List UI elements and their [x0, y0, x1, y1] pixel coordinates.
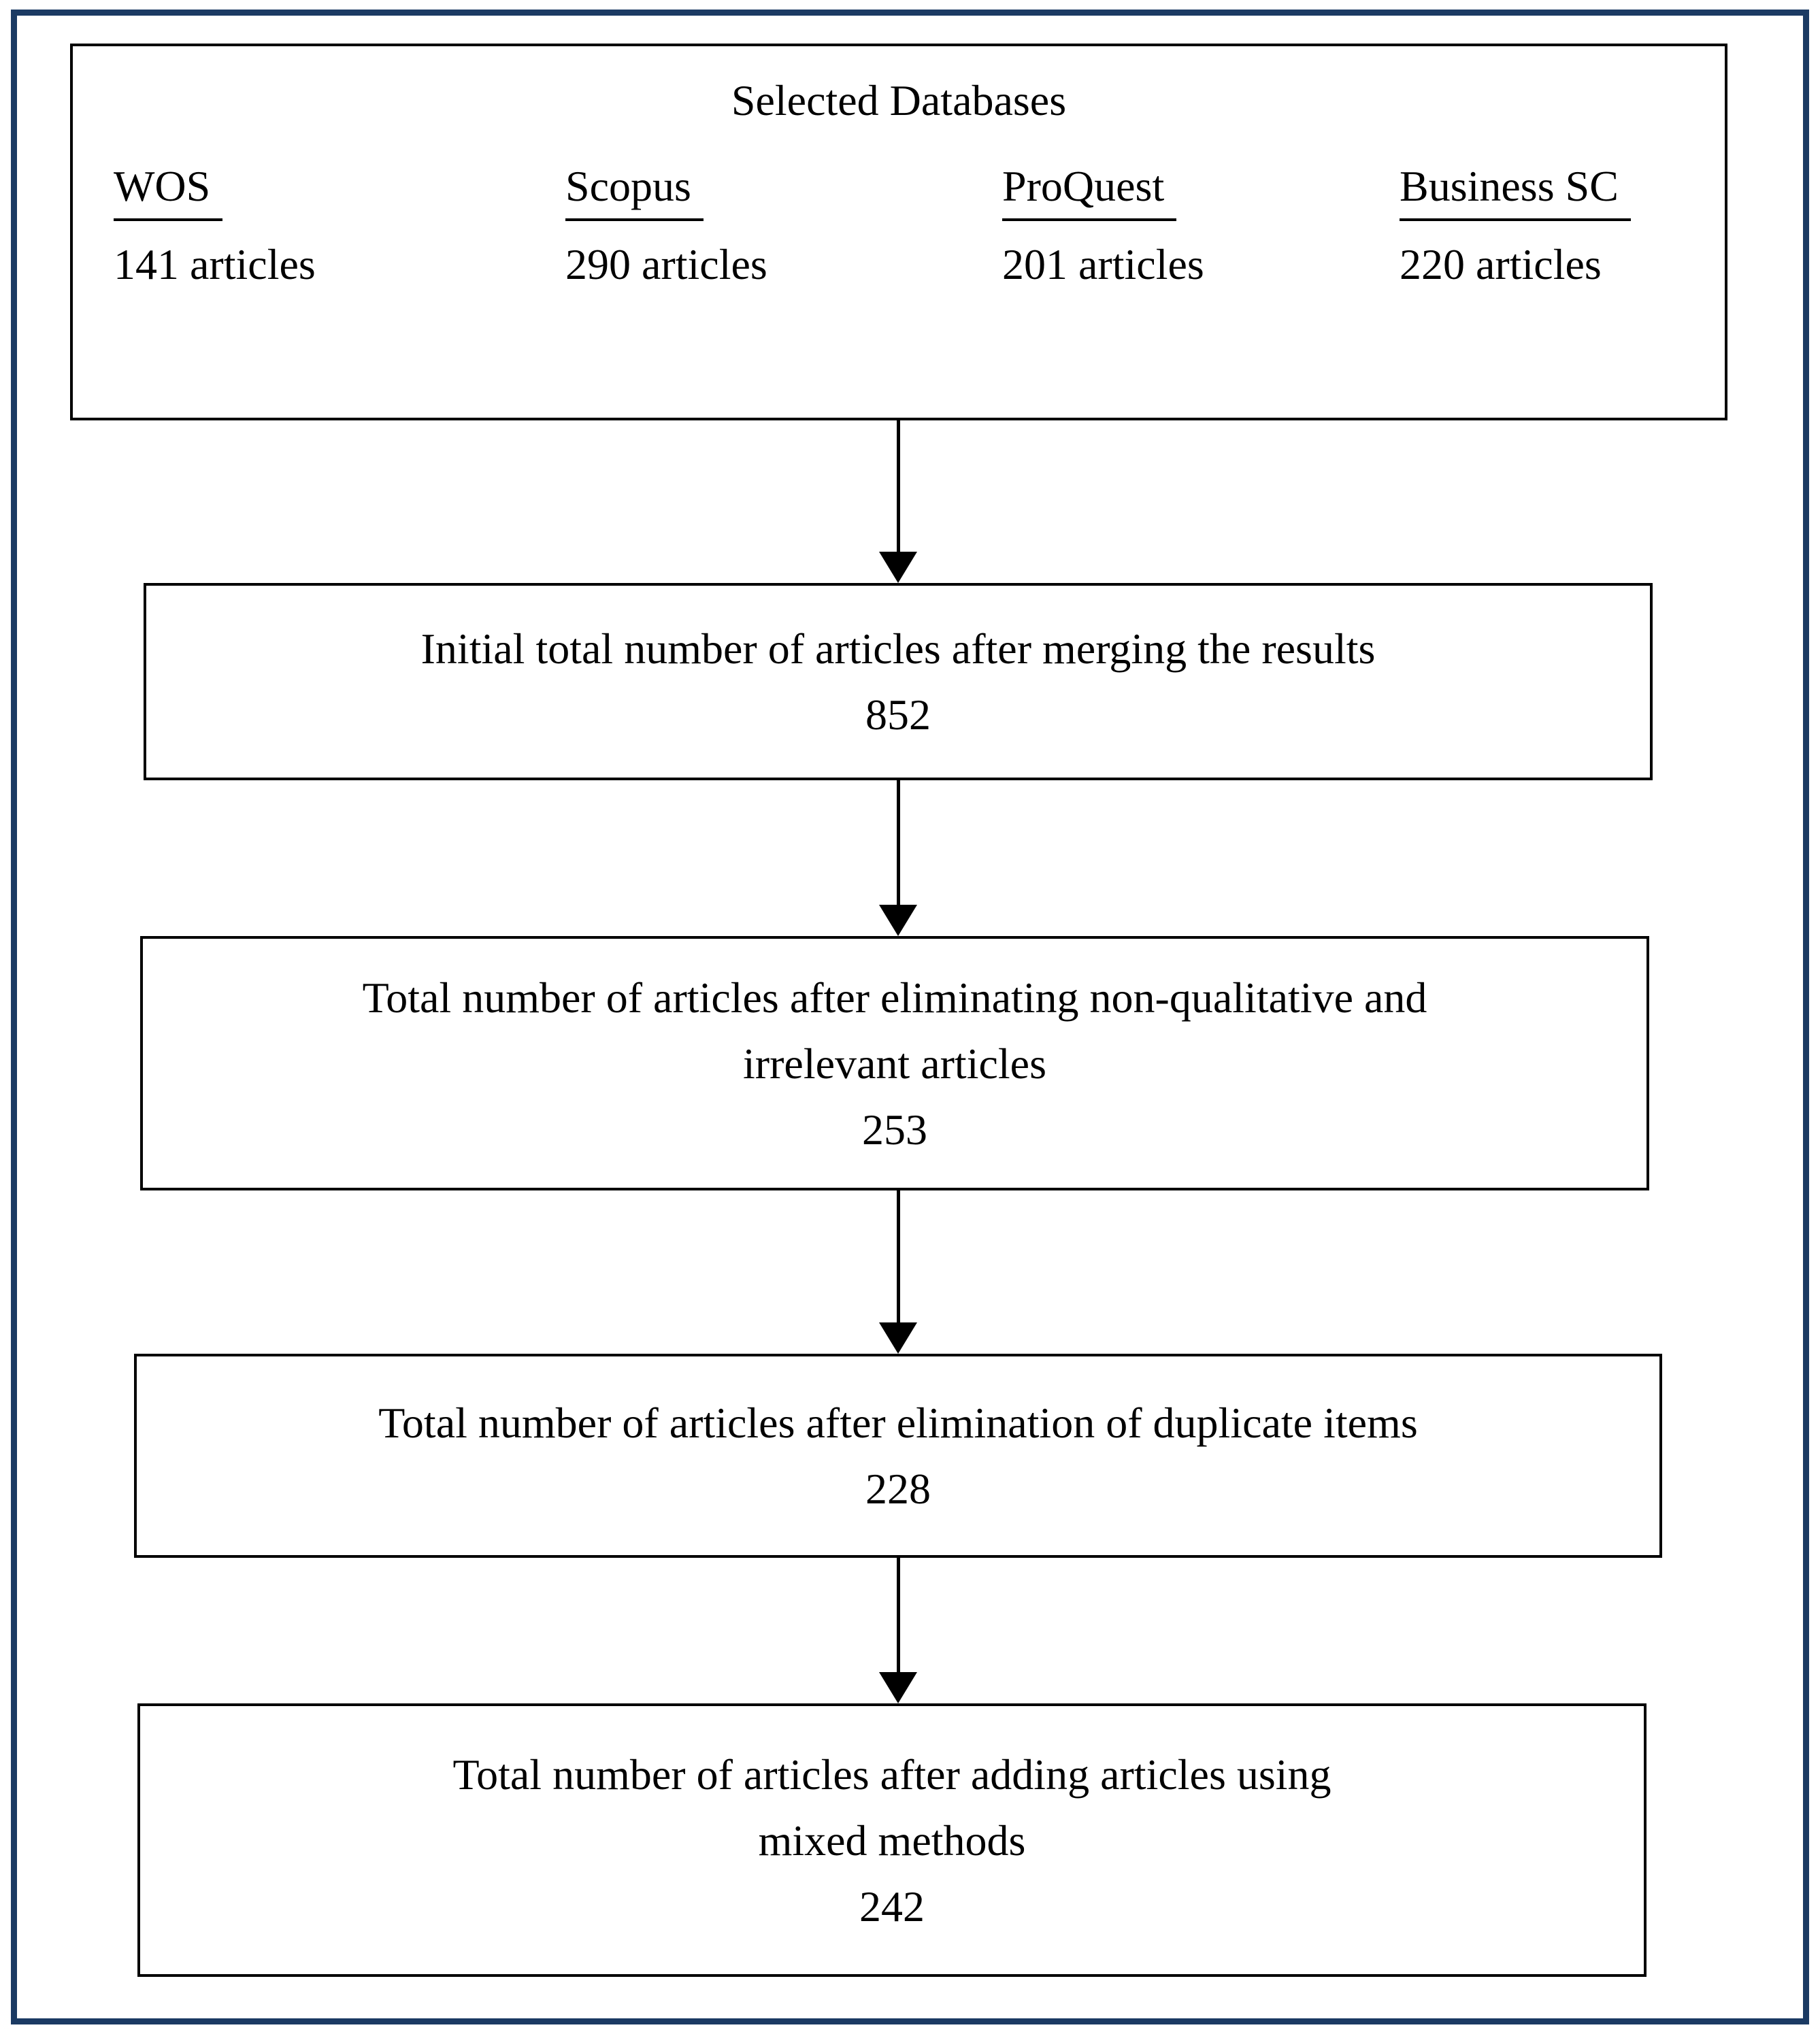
database-column-scopus: [565, 161, 767, 291]
step-text: Total number of articles after eliminating non-qualitative and: [362, 973, 1427, 1022]
databases-box-title: Selected Databases: [731, 76, 1067, 124]
arrow-line: [897, 1558, 900, 1672]
database-count: 290 articles: [565, 239, 767, 288]
flow-arrow-4: [879, 1558, 917, 1703]
database-name: WOS: [114, 161, 222, 221]
database-column-business-sc: [1400, 161, 1631, 291]
database-name: ProQuest: [1002, 161, 1176, 221]
step-text: Total number of articles after adding articles using: [452, 1750, 1331, 1799]
arrow-line: [897, 780, 900, 905]
step-box-merged-results: [144, 583, 1653, 780]
arrow-head-icon: [879, 1672, 917, 1703]
arrow-line: [897, 1190, 900, 1322]
step-value: 228: [865, 1465, 931, 1513]
database-count: 201 articles: [1002, 239, 1204, 288]
flow-arrow-3: [879, 1190, 917, 1354]
database-name: Business SC: [1400, 161, 1631, 221]
step-text: mixed methods: [758, 1816, 1026, 1865]
step-text: Initial total number of articles after merging the results: [420, 624, 1376, 673]
flow-arrow-1: [879, 420, 917, 583]
arrow-head-icon: [879, 905, 917, 936]
step-box-duplicates-removed: [134, 1354, 1662, 1558]
step-box-eliminated-nonqualitative: [140, 936, 1649, 1190]
step-text: Total number of articles after elimination of duplicate items: [378, 1399, 1418, 1447]
step-box-mixed-methods-added: [137, 1703, 1647, 1977]
step-value: 253: [862, 1105, 927, 1154]
arrow-head-icon: [879, 552, 917, 583]
database-count: 141 articles: [114, 239, 316, 288]
database-column-wos: [114, 161, 316, 291]
selected-databases-box: [70, 44, 1727, 420]
arrow-head-icon: [879, 1322, 917, 1354]
arrow-line: [897, 420, 900, 552]
flow-arrow-2: [879, 780, 917, 936]
database-name: Scopus: [565, 161, 704, 221]
step-value: 852: [865, 690, 931, 739]
step-text: irrelevant articles: [743, 1039, 1046, 1088]
database-count: 220 articles: [1400, 239, 1602, 288]
database-column-proquest: [1002, 161, 1204, 291]
step-value: 242: [859, 1882, 925, 1931]
